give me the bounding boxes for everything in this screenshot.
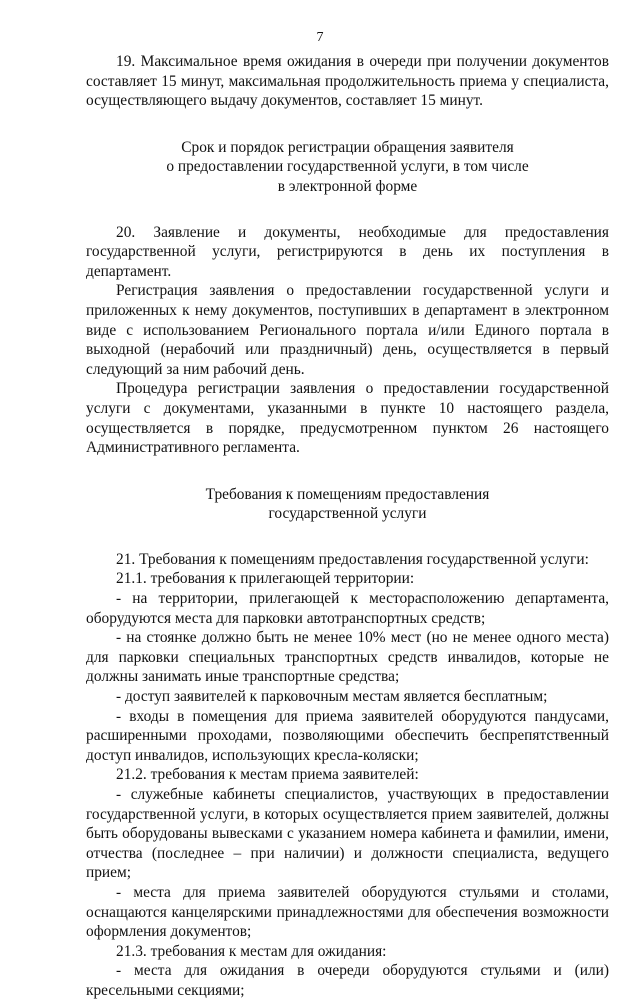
paragraph-21-2: 21.2. требования к местам приема заявителей: xyxy=(116,766,419,784)
list-item-21-2-a: - служебные кабинеты специалистов, участвующих в предоставлении государственной услуги, в которых осуществляется прием заявителей, должны быть оборудованы вывесками с указанием номера кабинета и фамилии, имени, отчества (последнее – при наличии) и должности специалиста, ведущего прием; xyxy=(86,786,609,882)
paragraph-20: 20. Заявление и документы, необходимые для предоставления государственной услуги, регистрируются в день их поступления в департамент. xyxy=(86,223,609,280)
page-number: 7 xyxy=(316,30,324,45)
section-heading-premises-line-1: Требования к помещениям предоставления xyxy=(205,485,490,503)
list-item-21-3-a: - места для ожидания в очереди оборудуются стульями и (или) кресельными секциями; xyxy=(86,962,609,999)
document-body xyxy=(86,52,609,1001)
section-heading-registration-line-1: Срок и порядок регистрации обращения заявителя xyxy=(181,138,514,156)
paragraph-20-procedure: Процедура регистрации заявления о предоставлении государственной услуги с документами, указанными в пункте 10 настоящего раздела, осуществляется в порядке, предусмотренном пунктом 26 настоящего Административного регламента. xyxy=(86,380,609,457)
list-item-21-2-b: - места для приема заявителей оборудуются стульями и столами, оснащаются канцелярскими принадлежностями для обеспечения возможности оформления документов; xyxy=(86,883,609,941)
section-heading-registration-line-2: о предоставлении государственной услуги, в том числе xyxy=(166,158,529,176)
paragraph-21: 21. Требования к помещениям предоставления государственной услуги: xyxy=(116,550,589,568)
paragraph-20-registration: Регистрация заявления о предоставлении государственной услуги и приложенных к нему документов, поступивших в департамент в электронном виде с использованием Регионального портала и/или Единого портала в выходной (нерабочий или праздничный) день, осуществляется в первый следующий за ним рабочий день. xyxy=(86,282,609,378)
paragraph-21-3: 21.3. требования к местам для ожидания: xyxy=(116,942,387,960)
list-item-21-1-c: - доступ заявителей к парковочным местам является бесплатным; xyxy=(116,688,548,706)
paragraph-19: 19. Максимальное время ожидания в очереди при получении документов составляет 15 минут, максимальная продолжительность приема у специалиста, осуществляющего выдачу документов, составляет 15 минут. xyxy=(86,53,609,110)
list-item-21-1-b: - на стоянке должно быть не менее 10% мест (но не менее одного места) для парковки специальных транспортных средств инвалидов, которые не должны занимать иные транспортные средства; xyxy=(86,629,609,686)
paragraph-21-1: 21.1. требования к прилегающей территории: xyxy=(116,570,415,588)
list-item-21-1-a: - на территории, прилегающей к месторасположению департамента, оборудуются места для парковки автотранспортных средств; xyxy=(86,590,609,627)
section-heading-premises-line-2: государственной услуги xyxy=(268,505,427,523)
section-heading-registration-line-3: в электронной форме xyxy=(277,177,418,195)
list-item-21-1-d: - входы в помещения для приема заявителей оборудуются пандусами, расширенными проходами, позволяющими обеспечить беспрепятственный доступ инвалидов, использующих кресла-коляски; xyxy=(86,707,609,764)
